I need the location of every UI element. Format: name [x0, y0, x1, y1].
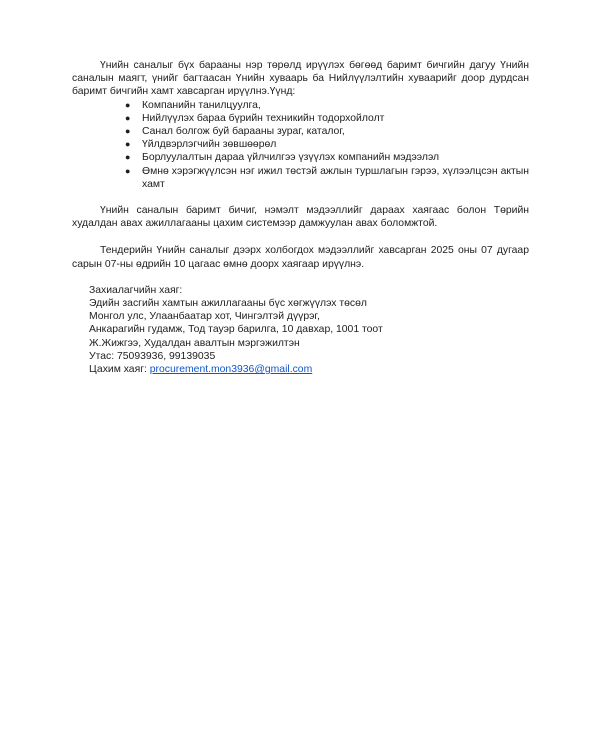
deadline-paragraph: Тендерийн Үнийн саналыг дээрх холбогдох мэдээллийг хавсарган 2025 оны 07 дугаар сарын 07-ны өдрийн 10 цагаас өмнө доорх хаягаар ирүүлнэ.	[72, 245, 529, 270]
list-item-text: Үйлдвэрлэгчийн зөвшөөрөл	[142, 139, 277, 151]
contact-organization: Эдийн засгийн хамтын ажиллагааны бүс хөгжүүлэх төсөл	[89, 298, 367, 310]
contact-phone-line: Утас: 75093936, 99139035	[89, 350, 216, 362]
email-link[interactable]: procurement.mon3936@gmail.com	[149, 364, 313, 376]
list-item	[125, 99, 529, 112]
document-page	[72, 59, 529, 376]
list-item-text: Нийлүүлэх бараа бүрийн техникийн тодорхойлолт	[142, 112, 385, 124]
contact-heading: Захиалагчийн хаяг:	[89, 284, 183, 296]
list-item	[125, 138, 529, 151]
contact-person-line: Ж.Жижгээ, Худалдан авалтын мэргэжилтэн	[89, 337, 300, 349]
bullet-icon: ●	[125, 152, 131, 163]
list-item	[125, 125, 529, 138]
bullet-icon: ●	[125, 126, 131, 137]
bullet-icon: ●	[125, 99, 131, 110]
list-item-text: Санал болгож буй барааны зураг, каталог,	[142, 126, 345, 138]
list-item	[125, 151, 529, 164]
list-item-text: Өмнө хэрэгжүүлсэн нэг ижил төстэй ажлын туршлагын гэрээ, хүлээлцсэн актын хамт	[142, 165, 529, 190]
spacer	[72, 191, 529, 204]
contact-city-line: Монгол улс, Улаанбаатар хот, Чингэлтэй дүүрэг,	[89, 311, 320, 323]
list-item	[125, 165, 529, 191]
contact-street-line: Анкарагийн гудамж, Тод тауэр барилга, 10 давхар, 1001 тоот	[89, 324, 383, 336]
list-item-text: Компанийн танилцуулга,	[142, 99, 261, 111]
bullet-icon: ●	[125, 165, 131, 176]
spacer	[72, 271, 529, 284]
requirements-list	[72, 99, 529, 191]
bullet-icon: ●	[125, 139, 131, 150]
list-item	[125, 112, 529, 125]
spacer	[72, 230, 529, 244]
list-item-text: Борлуулалтын дараа үйлчилгээ үзүүлэх компанийн мэдээлэл	[142, 152, 440, 164]
email-label: Цахим хаяг:	[89, 364, 150, 376]
info-paragraph: Үнийн саналын баримт бичиг, нэмэлт мэдээллийг дараах хаягаас болон Төрийн худалдан авах ажиллагааны цахим системээр дамжуулан авах боломжтой.	[72, 205, 529, 230]
bullet-icon: ●	[125, 112, 131, 123]
contact-block	[89, 284, 529, 376]
contact-email-line	[89, 363, 529, 376]
intro-paragraph: Үнийн саналыг бүх барааны нэр төрөлд ирүүлэх бөгөөд баримт бичгийн дагуу Үнийн саналын маягт, үнийг багтаасан Үнийн хуваарь ба Нийлүүлэлтийн хуваарийг доор дурдсан баримт бичгийн хамт хавсарган ирүүлнэ.Үүнд:	[72, 60, 529, 98]
